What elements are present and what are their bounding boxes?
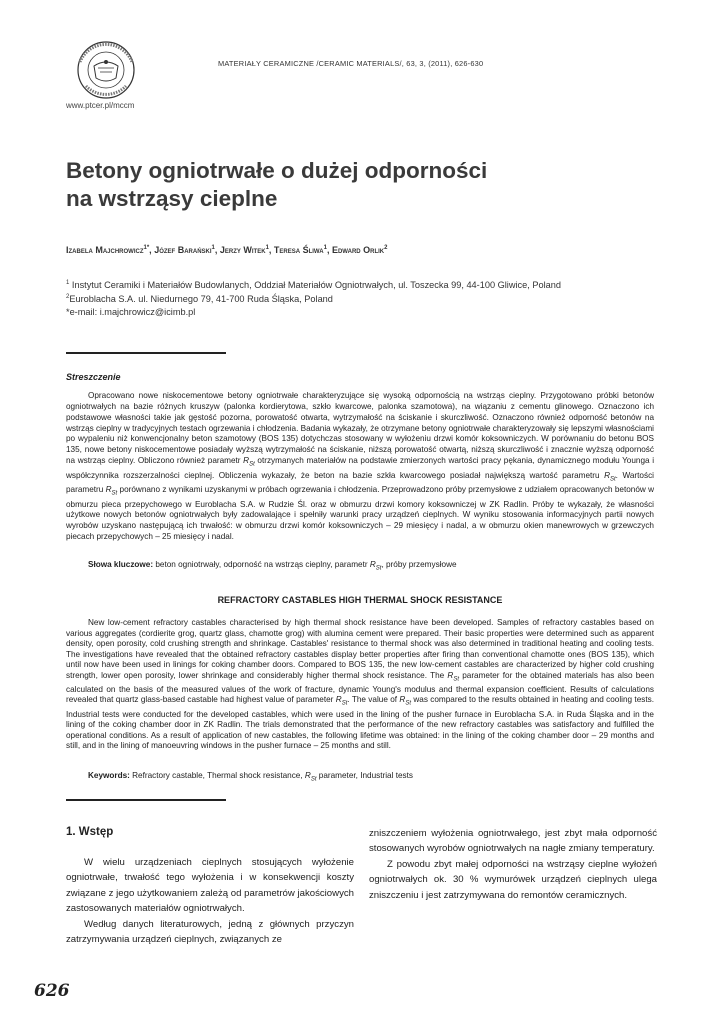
title-line-1: Betony ogniotrwałe o dużej odporności xyxy=(66,158,488,183)
abstract-polish xyxy=(66,391,654,543)
body-column-left xyxy=(66,855,354,947)
author-name: Edward Orlik xyxy=(331,245,385,255)
abstract-text: was compared to the results obtained in heating and cooling tests. Industrial tests were conducted for the developed castables, which were used in the lining of the pusher furnace in Euroblacha S.A. in Ruda Śląska and in the lining of the coking chamber door in ZK Radlin. The trials demonstrated that the performance of the new refractory castables was satisfactory and fulfilled the operational conditions. As a result of application of new castables, the following lifetime was obtained: in the lining of the coking chamber door – 29 months and still, and in the lining of manoeuvring windows in the pusher furnace – 25 months and still. xyxy=(66,695,654,751)
abstract-text: . The value of xyxy=(347,695,398,705)
page-number: 626 xyxy=(34,981,70,1001)
keywords-text: parameter, Industrial tests xyxy=(318,771,413,780)
affiliation-mark: 1 xyxy=(66,280,70,286)
abstract-text: parameter for the obtained materials has also been calculated on the basis of the measured values of the work of fracture, dynamic Young's modulus and thermal expansion coefficient. Results of calculations revealed that quartz glass-based castable had highest value of parameter xyxy=(66,670,654,705)
affiliation-text: Euroblacha S.A. ul. Niedurnego 79, 41-700 Ruda Śląska, Poland xyxy=(69,294,333,305)
abstract-english xyxy=(66,618,654,752)
keywords-english xyxy=(66,771,654,785)
keywords-label: Słowa kluczowe: xyxy=(88,560,154,569)
author-name: Izabela Majchrowicz xyxy=(66,245,144,255)
param-symbol: $R_{St}$ xyxy=(243,456,255,468)
affiliation-2 xyxy=(66,291,646,305)
keywords-text: beton ogniotrwały, odporność na wstrząs cieplny, parametr xyxy=(155,560,368,569)
param-symbol: $R_{St}$ xyxy=(604,470,616,483)
keywords-polish xyxy=(66,560,654,574)
society-seal-icon xyxy=(64,40,148,100)
keywords-label: Keywords: xyxy=(88,771,130,780)
body-paragraph: Według danych literaturowych, jedną z głównych przyczyn zatrzymywania urządzeń cieplnych, związanych ze xyxy=(66,918,354,946)
author-mark: 1 xyxy=(211,245,215,251)
affiliations xyxy=(66,277,646,318)
author-name: Józef Barański xyxy=(154,245,212,255)
article-title xyxy=(66,157,626,213)
body-column-right xyxy=(369,826,657,903)
abstract-heading: Streszczenie xyxy=(66,372,121,382)
contact-email: *e-mail: i.majchrowicz@icimb.pl xyxy=(66,306,196,317)
param-symbol: $R_{St}$ xyxy=(369,560,382,572)
section-heading: 1. Wstęp xyxy=(66,826,114,838)
author-mark: 1* xyxy=(143,245,150,251)
author-mark: 1 xyxy=(323,245,327,251)
author-mark: 2 xyxy=(384,245,388,251)
param-symbol: $R_{St}$ xyxy=(105,485,118,497)
author-list: Izabela Majchrowicz$^{1*}$, Józef Barański$^1$, Jerzy Witek$^1$, Teresa Śliwa$^1$, Edward Orlik$^2$ xyxy=(66,245,388,255)
abstract-text: New low-cement refractory castables characterised by high thermal shock resistance have been developed. Samples of refractory castables based on various aggregates (cordierite grog, quartz glass, chamotte grog) with alumina cement were prepared. Their basic properties were determined such as apparent density, open porosity, cold crushing strength and shrinkage. Castables' resistance to thermal shock was also determined in traditional heating and cooling tests. The investigations have revealed that the obtained refractory castables display better properties after firing than conventional chamotte ones (BOS 135), which until now have been used in linings for coking chamber doors. Compared to BOS 135, the new low-cement castables are characterized by higher cold crushing strength, lower open porosity, lower shrinkage and considerably higher thermal shock resistance. The xyxy=(66,618,654,680)
divider-rule xyxy=(66,799,226,801)
abstract-text: otrzymanych materiałów na podstawie zmierzonych wartości pracy pękania, dynamicznego modułu Younga i współczynnika rozszerzalności cieplnej. Obliczenia wykazały, że beton na bazie szkła kwarcowego posiadał największą wartość parametru xyxy=(66,456,655,480)
affiliation-mark: 2 xyxy=(66,294,70,301)
param-symbol: $R_{St}$ xyxy=(335,695,348,708)
keywords-text: , próby przemysłowe xyxy=(381,560,457,569)
body-paragraph: Z powodu zbyt małej odporności na wstrząsy cieplne wyłożeń ogniotrwałych ok. 30 % wymurówek urządzeń cieplnych ulega zniszczeniu i jest zatrzymywana do remontów ceramicznych. xyxy=(369,858,657,901)
author-mark: 1 xyxy=(265,245,269,251)
society-logo xyxy=(64,40,148,100)
body-paragraph: W wielu urządzeniach cieplnych stosujących wyłożenie ogniotrwałe, trwałość tego wyłożenia i w konsekwencji koszty związane z jego użytkowaniem zależą od parametrów jakościowych zastosowanych materiałów ogniotrwałych. xyxy=(66,857,354,915)
param-symbol: $R_{St}$ xyxy=(399,695,412,708)
param-symbol: $R_{St}$ xyxy=(447,670,459,683)
journal-url[interactable]: www.ptcer.pl/mccm xyxy=(66,101,135,110)
affiliation-text: Instytut Ceramiki i Materiałów Budowlanych, Oddział Materiałów Ogniotrwałych, ul. Toszecka 99, 44-100 Gliwice, Poland xyxy=(71,280,561,291)
abstract-text: . Wartości parametru xyxy=(66,470,654,495)
keywords-text: Refractory castable, Thermal shock resistance, xyxy=(132,771,303,780)
author-name: Teresa Śliwa xyxy=(273,245,324,255)
journal-reference: MATERIAŁY CERAMICZNE /CERAMIC MATERIALS/, 63, 3, (2011), 626-630 xyxy=(218,59,484,68)
author-name: Jerzy Witek xyxy=(219,245,266,255)
abstract-text: porównano z wynikami uzyskanymi w próbach ogrzewania i chłodzenia. Przeprowadzono próby przemysłowe z udziałem opracowanych betonów w obmurzu pieca przepychowego w Euroblacha S.A. w Rudzie Śl. oraz w obmurzu drzwi komory koksowniczej w ZK Radlin. Próby te wykazały, że własności użytkowe nowych betonów ogniotrwałych były zadowalające i spełniły warunki pracy urządzeń cieplnych. W wyniku stosowania informacyjnych partii nowych wyrobów uzyskano następującą ich trwałość: w obmurzu drzwi komór koksowniczych – 29 miesięcy i nadal, a w obmurzu okien manewrowych w grzewczych piecach przepychowych – 25 miesięcy i nadal. xyxy=(66,485,654,542)
divider-rule xyxy=(66,352,226,354)
body-paragraph: zniszczeniem wyłożenia ogniotrwałego, jest zbyt mała odporność stosowanych wyrobów ogniotrwałych na nagłe zmiany temperatury. xyxy=(369,828,657,855)
title-line-2: na wstrząsy cieplne xyxy=(66,186,278,211)
param-symbol: $R_{St}$ xyxy=(304,771,317,783)
english-title: REFRACTORY CASTABLES HIGH THERMAL SHOCK RESISTANCE xyxy=(217,595,503,605)
abstract-text: Opracowano nowe niskocementowe betony ogniotrwałe charakteryzujące się wysoką odpornością na wstrząs cieplny. Przygotowano próbki betonów ogniotrwałych na bazie różnych kruszyw (palonka kordierytowa, szkło kwarcowe, palonka szamotowa), na wiązaniu z cementu glinowego. Oznaczono ich podstawowe własności takie jak gęstość pozorna, porowatość otwarta, wytrzymałość na ściskanie i skurczliwość. Oznaczono również odporność betonów na wstrząs cieplny w tradycyjnych testach ogrzewania i chłodzenia. Badania wykazały, że otrzymane betony ogniotrwałe charakteryzowały się lepszymi własnościami po wypaleniu niż konwencjonalny beton szamotowy (BOS 135) dotychczas stosowany w wyłożeniu drzwi komór koksowniczych. W porównaniu do betonu BOS 135, nowe betony niskocementowe posiadały wyższą wytrzymałość na ściskanie, niższą porowatość otwartą, niższą skurczliwość i znacznie wyższą odporność na wstrząs cieplny. Obliczono również parametr xyxy=(66,391,654,466)
affiliation-1 xyxy=(66,277,646,291)
